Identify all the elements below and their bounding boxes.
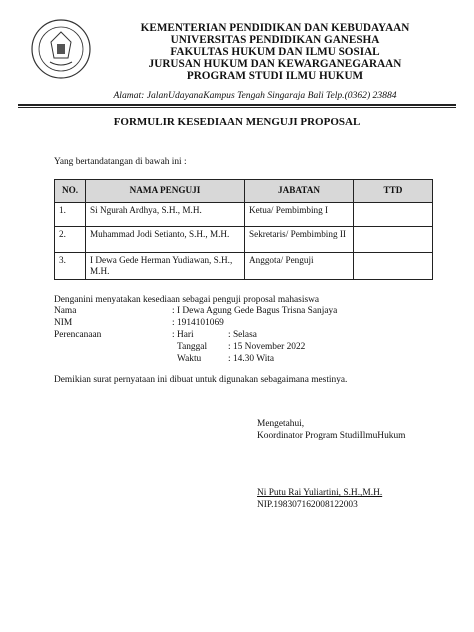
header-line-1: KEMENTERIAN PENDIDIKAN DAN KEBUDAYAAN [140, 22, 410, 34]
cell-ttd [354, 253, 433, 280]
col-nama-penguji: NAMA PENGUJI [86, 180, 245, 203]
tanggal-label: Tanggal [177, 342, 208, 352]
header-line-2: UNIVERSITAS PENDIDIKAN GANESHA [170, 34, 380, 46]
header-line-3: FAKULTAS HUKUM DAN ILMU SOSIAL [170, 46, 380, 58]
header-line-4: JURUSAN HUKUM DAN KEWARGANEGARAAN [148, 58, 402, 70]
header-rule [18, 104, 456, 106]
table-row [55, 253, 433, 280]
intro-text: Yang bertandatangan di bawah ini : [54, 157, 187, 167]
table-header-row [55, 180, 433, 203]
col-no: NO. [55, 180, 86, 203]
form-title: FORMULIR KESEDIAAN MENGUJI PROPOSAL [113, 116, 361, 128]
cell-name: I Dewa Gede Herman Yudiawan, S.H., M.H. [86, 253, 245, 280]
university-logo [30, 18, 92, 80]
signatory-nip: NIP.198307162008122003 [257, 500, 358, 510]
nama-value: : I Dewa Agung Gede Bagus Trisna Sanjaya [172, 306, 338, 316]
coordinator-role: Koordinator Program StudiIlmuHukum [257, 431, 406, 441]
cell-no: 3. [55, 253, 86, 280]
closing-text: Demikian surat pernyataan ini dibuat untuk digunakan sebagaimana mestinya. [54, 375, 348, 385]
waktu-label: Waktu [177, 354, 202, 364]
mengetahui-text: Mengetahui, [257, 419, 305, 429]
hari-label: : Hari [172, 330, 194, 340]
cell-no: 2. [55, 227, 86, 253]
cell-name: Si Ngurah Ardhya, S.H., M.H. [86, 203, 245, 227]
cell-role: Ketua/ Pembimbing I [245, 203, 354, 227]
cell-ttd [354, 203, 433, 227]
statement-text: Denganini menyatakan kesediaan sebagai penguji proposal mahasiswa [54, 295, 320, 305]
table-row [55, 203, 433, 227]
header-rule-thin [18, 107, 456, 108]
col-jabatan: JABATAN [245, 180, 354, 203]
table-row [55, 227, 433, 253]
waktu-value: : 14.30 Wita [228, 354, 275, 364]
cell-name: Muhammad Jodi Setianto, S.H., M.H. [86, 227, 245, 253]
examiner-table [54, 179, 433, 280]
address-line: Alamat: JalanUdayanaKampus Tengah Singaraja Bali Telp.(0362) 23884 [113, 90, 397, 101]
cell-no: 1. [55, 203, 86, 227]
header-line-5: PROGRAM STUDI ILMU HUKUM [186, 70, 364, 82]
hari-value: : Selasa [228, 330, 257, 340]
cell-role: Sekretaris/ Pembimbing II [245, 227, 354, 253]
nama-label: Nama [54, 306, 77, 316]
nim-label: NIM [54, 318, 73, 328]
tanggal-value: : 15 November 2022 [228, 342, 306, 352]
col-ttd: TTD [354, 180, 433, 203]
cell-role: Anggota/ Penguji [245, 253, 354, 280]
nim-value: : 1914101069 [172, 318, 224, 328]
cell-ttd [354, 227, 433, 253]
signatory-name: Ni Putu Rai Yuliartini, S.H.,M.H. [257, 488, 383, 498]
perencanaan-label: Perencanaan [54, 330, 102, 340]
